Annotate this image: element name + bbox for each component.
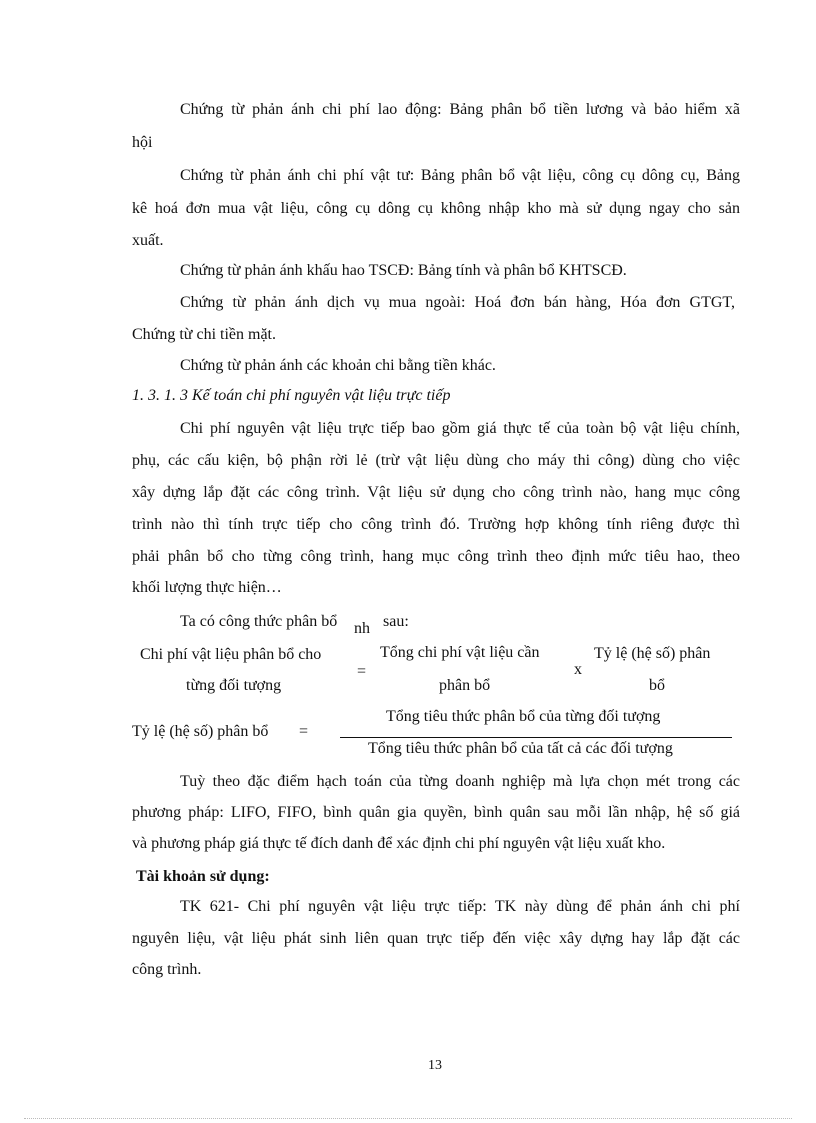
paragraph-line: kê hoá đơn mua vật liệu, công cụ dông cụ không nhập kho mà sử dụng ngay cho sản	[132, 200, 740, 217]
formula-lhs: từng đối tượng	[186, 677, 282, 694]
paragraph-line: xuất.	[132, 232, 164, 249]
page-number: 13	[428, 1058, 442, 1073]
fraction-numerator: Tổng tiêu thức phân bổ của từng đối tượng	[386, 708, 661, 725]
formula-term: Tỷ lệ (hệ số) phân	[594, 645, 711, 662]
paragraph-line: Chi phí nguyên vật liệu trực tiếp bao gồm giá thực tế của toàn bộ vật liệu chính,	[180, 420, 740, 437]
paragraph-line: trình nào thì tính trực tiếp cho công trình đó. Trường hợp không tính riêng được thì	[132, 516, 740, 533]
paragraph-line: phải phân bổ cho từng công trình, hang mục công trình theo định mức tiêu hao, theo	[132, 548, 740, 565]
paragraph-line: Chứng từ phản ánh chi phí vật tư: Bảng phân bổ vật liệu, công cụ dông cụ, Bảng	[180, 167, 740, 184]
formula-term: bổ	[649, 677, 665, 694]
page-bottom-rule	[24, 1118, 792, 1119]
fraction-line	[340, 737, 732, 738]
formula-equals: =	[357, 663, 367, 680]
paragraph-line: Chứng từ chi tiền mặt.	[132, 326, 276, 343]
paragraph-line: Chứng từ phản ánh các khoản chi bằng tiền khác.	[180, 357, 496, 374]
paragraph-line: khối lượng thực hiện…	[132, 579, 282, 596]
paragraph-line: Chứng từ phản ánh dịch vụ mua ngoài: Hoá đơn bán hàng, Hóa đơn GTGT,	[180, 294, 735, 311]
formula-lhs: Tỷ lệ (hệ số) phân bổ	[132, 723, 269, 740]
paragraph-line: Ta có công thức phân bổ	[180, 613, 338, 630]
paragraph-line: phương pháp: LIFO, FIFO, bình quân gia quyền, bình quân sau mỗi lần nhập, hệ số giá	[132, 804, 740, 821]
formula-equals: =	[299, 723, 309, 740]
fraction-denominator: Tổng tiêu thức phân bổ của tất cả các đối tượng	[368, 740, 673, 757]
subscript-text: nh	[354, 620, 370, 637]
formula-term: phân bổ	[439, 677, 491, 694]
paragraph-line: công trình.	[132, 961, 202, 978]
paragraph-line: nguyên liệu, vật liệu phát sinh liên quan trực tiếp đến việc xây dựng hay lắp đặt các	[132, 930, 740, 947]
section-heading: 1. 3. 1. 3 Kế toán chi phí nguyên vật liệu trực tiếp	[132, 387, 451, 404]
paragraph-line: TK 621- Chi phí nguyên vật liệu trực tiếp: TK này dùng để phản ánh chi phí	[180, 898, 740, 915]
account-heading: Tài khoản sử dụng:	[136, 868, 270, 885]
formula-times: x	[574, 661, 582, 678]
paragraph-line: và phương pháp giá thực tế đích danh để xác định chi phí nguyên vật liệu xuất kho.	[132, 835, 666, 852]
paragraph-line: phụ, các cấu kiện, bộ phận rời lẻ (trừ vật liệu dùng cho máy thi công) dùng cho việc	[132, 452, 740, 469]
formula-term: Tổng chi phí vật liệu cần	[380, 644, 540, 661]
paragraph-line: Chứng từ phản ánh khấu hao TSCĐ: Bảng tính và phân bổ KHTSCĐ.	[180, 262, 627, 279]
paragraph-line: Tuỳ theo đặc điểm hạch toán của từng doanh nghiệp mà lựa chọn mét trong các	[180, 773, 740, 790]
formula-lhs: Chi phí vật liệu phân bổ cho	[140, 646, 322, 663]
paragraph-line: hội	[132, 134, 153, 151]
paragraph-line: sau:	[383, 613, 409, 630]
paragraph-line: xây dựng lắp đặt các công trình. Vật liệu sử dụng cho công trình nào, hang mục công	[132, 484, 740, 501]
paragraph-line: Chứng từ phản ánh chi phí lao động: Bảng phân bổ tiền lương và bảo hiểm xã	[180, 101, 740, 118]
